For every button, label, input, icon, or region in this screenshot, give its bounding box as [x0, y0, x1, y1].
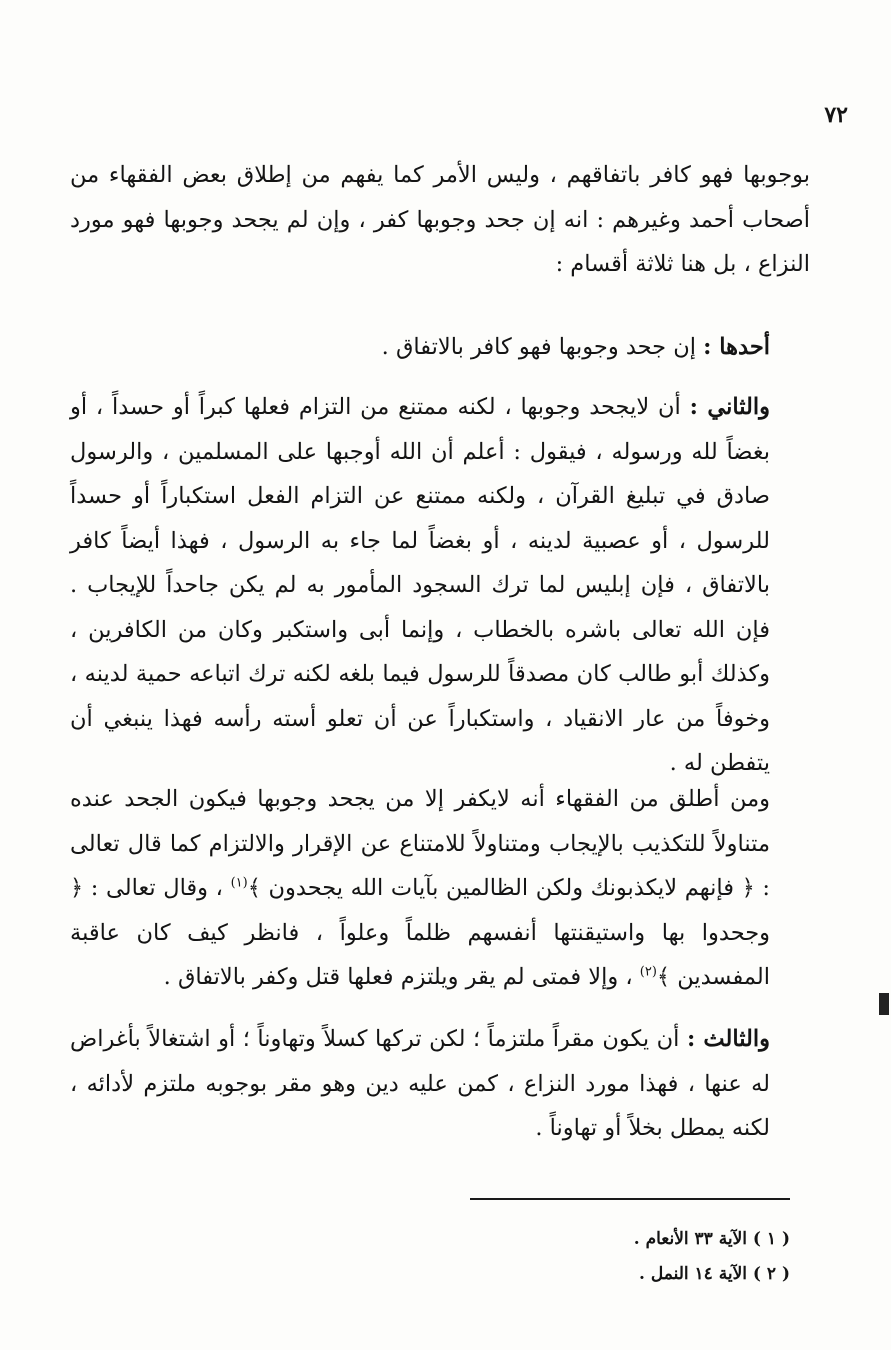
- paragraph-text: بوجوبها فهو كافر باتفاقهم ، وليس الأمر كما يفهم من إطلاق بعض الفقهاء من أصحاب أحمد وغيرهم : انه إن جحد وجوبها كفر ، وإن لم يجحد وجوبها فهو مورد النزاع ، بل هنا ثلاثة أقسام :: [70, 162, 810, 277]
- paragraph-text: ، وإلا فمتى لم يقر ويلتزم فعلها قتل وكفر بالاتفاق .: [163, 964, 640, 990]
- paragraph-text: ، وقال تعالى : ﴿ وجحدوا بها واستيقنتها أنفسهم ظلماً وعلواً ، فانظر كيف كان عاقبة المفسدين ﴾: [70, 875, 770, 990]
- section-label-first: أحدها :: [703, 334, 770, 360]
- section-label-third: والثالث :: [686, 1026, 770, 1052]
- page-edge-mark: [879, 993, 889, 1015]
- paragraph-text: إن جحد وجوبها فهو كافر بالاتفاق .: [381, 334, 704, 360]
- page-number: ٧٢: [824, 102, 848, 128]
- paragraph-third-section: [70, 1017, 810, 1151]
- footnote-ref-1[interactable]: (١): [230, 875, 248, 891]
- paragraph-quran-citation: [70, 777, 810, 1000]
- footnotes: [470, 1222, 790, 1292]
- paragraph-text: أن لايجحد وجوبها ، لكنه ممتنع من التزام فعلها كبراً أو حسداً ، أو بغضاً لله ورسوله ، فيقول : أعلم أن الله أوجبها على المسلمين ، والرسول صادق في تبليغ القرآن ، ولكنه ممتنع عن التزام الفعل استكباراً أو حسداً للرسول ، أو عصبية لدينه ، أو بغضاً لما جاء به الرسول ، فهذا أيضاً كافر بالاتفاق ، فإن إبليس لما ترك السجود المأمور به لم يكن جاحداً للإيجاب . فإن الله تعالى باشره بالخطاب ، وإنما أبى واستكبر وكان من الكافرين ، وكذلك أبو طالب كان مصدقاً للرسول فيما بلغه لكنه ترك اتباعه حمية لدينه ، وخوفاً من عار الانقياد ، واستكباراً عن أن تعلو أسته رأسه فهذا ينبغي أن يتفطن له .: [70, 394, 770, 776]
- footnote-divider: [470, 1198, 790, 1200]
- paragraph-first-section: [70, 325, 810, 370]
- footnote-1: ( ١ ) الآية ٣٣ الأنعام .: [633, 1229, 790, 1249]
- footnote-ref-2[interactable]: (٢): [639, 964, 657, 980]
- section-label-second: والثاني :: [689, 394, 770, 420]
- paragraph-text: ومن أطلق من الفقهاء أنه لايكفر إلا من يجحد وجوبها فيكون الجحد عنده متناولاً للتكذيب بالإيجاب ومتناولاً للامتناع عن الإقرار والالتزام كما قال تعالى : ﴿ فإنهم لايكذبونك ولكن الظالمين بآيات الله يجحدون ﴾: [70, 786, 770, 901]
- paragraph-text: أن يكون مقراً ملتزماً ؛ لكن تركها كسلاً وتهاوناً ؛ أو اشتغالاً بأغراض له عنها ، فهذا مورد النزاع ، كمن عليه دين وهو مقر بوجوبه ملتزم لأدائه ، لكنه يمطل بخلاً أو تهاوناً .: [70, 1026, 770, 1141]
- paragraph-second-section: [70, 385, 810, 786]
- paragraph-intro: [70, 153, 810, 287]
- footnote-2: ( ٢ ) الآية ١٤ النمل .: [639, 1264, 790, 1284]
